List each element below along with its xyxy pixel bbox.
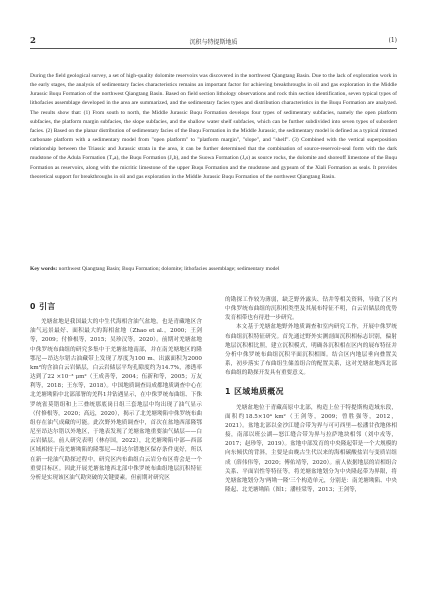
intro-paragraph-2: 本文基于羌塘盆地野外地质调查和室内研究工作，开展中侏罗统布曲组沉积特征研究。首先通过野外实测剖面沉积相标志识别，偏射地层沉积相比照，建立沉积模式，明确各沉积相在区内的展布特征并分析中侏罗统布曲组沉积平面沉积相图。结合区内地层垂向叠置关系，初步落实了布曲组生储盖组合的配置关系，这对羌塘盆地西北部布曲组的勘探开发具有重要意义。 [225, 324, 397, 377]
issue-number: (1) [388, 37, 397, 44]
keywords [30, 265, 397, 274]
running-header [30, 36, 397, 49]
english-abstract: During the field geological survey, a set of high-quality dolomite reservoirs was discovered in the northwest Qiangtang Basin. Due to the lack of exploration work in the early stages, the analysis of sedimentary facies characteristics remains an important factor for achieving breakthroughs in oil and gas exploration in the Middle Jurassic Buqu Formation of the northwest Qiangtang Basin. Based on field section lithology observations and rock thin section identification, seven typical types of lithofacies assemblage developed in the area are summarized, and the sedimentary facies types and distribution characteristics in the Buqu Formation are analyzed. The results show that: (1) From south to north, the Middle Jurassic Buqu Formation develops four types of sedimentary subfacies, namely the open platform subfacies, the platform margin subfacies, the slope subfacies, and the shallow water shelf subfacies, which can be further subdivided into seven types of subordert facies. (2) Based on the planar distribution of sedimentary facies of the Buqu Formation in the Middle Jurassic, the sedimentary model is defined as a typical rimmed carbonate platform with a sedimentary model from "open platform" to "platform margin", "slope", and "shelf". (3) Combined with the vertical superposition relationship between the Triassic and Jurassic strata in the area, it can be further determined that the combination of source-reservoir-seal form with the dark mudstone of the Adula Formation (T₃a), the Buqu Formation (J₂b), and the Suowa Formation (J₃s) as source rocks, the dolomite and shoreoff limestone of the Buqu Formation as reservoirs, along with the micritic limestone of the upper Buqu Formation and the mudstone and gypsum of the Xiali Formation as seals. It provides theoretical support for breakthroughs in oil and gas exploration in the Middle Jurassic Buqu Formation of the northwest Qiangtang Basin. [30, 73, 397, 180]
keywords-text: northwest Qiangtang Basin; Buqu Formation; dolomite; lithofacies assemblage; sedimentary model [58, 266, 280, 272]
regional-paragraph: 羌塘盆地位于青藏高原中北部，构造上位于特提斯构造域东段，面积约18.5×10⁴ km²（王剑等，2009；曾胜强等，2012，2021）。盆地北部以金沙江缝合带为界与可可西里—松潘甘孜地体相接，南部以班公湖—怒江缝合带为界与拉萨地块相邻（刘中戎等，2017；赵珍等，2019）。盆地中部发育的中央隆起带是一个大规模的向东倾伏的背斜，主要是由晚古生代以来的海相碳酸盐岩与变质岩组成（薛伟伟等，2020；傅佑靖等，2020）。前人依据地层的岩相组合关系、平面岩性等特征等，将羌塘盆地划分为中央隆起带为界限，将羌塘盆地划分为'两坳一隆'三个构造单元，分别是：南羌塘坳陷、中央隆起、北羌塘坳陷（图1；潘桂棠等，2013；王剑等， [225, 404, 397, 493]
journal-title: 沉积与特提斯地质 [189, 39, 238, 46]
intro-paragraph-continued: 的勘探工作较为薄弱，缺乏野外露头、钻井等相关资料，导致了区内中侏罗统布曲组的沉积相类型及其展布特征不明，白云岩储层的优势发育相带也有待进一步研究。 [225, 297, 397, 322]
section-title-regional: 1 区域地质概况 [225, 387, 284, 397]
page-number: 2 [30, 36, 36, 46]
left-column [30, 296, 202, 483]
intro-paragraph: 羌塘盆地是我国最大的中生代海相含油气盆地，也是青藏地区含油气远景最好、面积最大的海相盆地（Zhao et al.，2000；王剑等，2009；付修根等，2015；吴珍汉等，2020）。前期对羌塘盆地中侏罗统布曲组的研究多集中于羌塘盆地南部，并在南羌塘地区的隆鄂尼—昂达尔错古油藏带上发现了厚度为100 m、出露面积为2000 km²的含油白云岩储层，白云岩储层平均孔隙度约为14.7%，渗透率达到了22 ×10⁻³ μm²（王成善等，2004；伍新和等，2005；万友利等，2018；王东等，2018）。中国地质调查局成都地质调查中心在北羌塘坳陷中北部部署的羌科1井钻遇显示，在中侏罗统布曲组、下侏罗统雀莫错组和上三叠统那底岗日组三套地层中均出现了油气显示（付修根等，2020；高远，2020），揭示了北羌塘坳陷中侏罗统布曲组存在油气成藏的可能。此次野外地质调查中，首次在盆地西部隆鄂尼至昂达尔错以外地区，于地表发现了羌塘盆地重要油气储层——白云岩储层。前人研究表明（林存国，2022），北羌塘坳陷中部—西部区域相较于南羌塘坳陷的隆鄂尼—昂达尔错地区保存条件更好，所以在新一轮油气勘探过程中，研究区内布曲组白云岩分布区将会是一个重要目标区。因此开展羌塘盆地西北部中侏罗统布曲组地层沉积特征分析是实现该区油气勘突破的关键要素。但前期对研究区 [30, 319, 202, 481]
right-column [225, 296, 397, 495]
section-title-intro: 0 引言 [30, 302, 56, 311]
keywords-label: Key words: [30, 266, 58, 272]
